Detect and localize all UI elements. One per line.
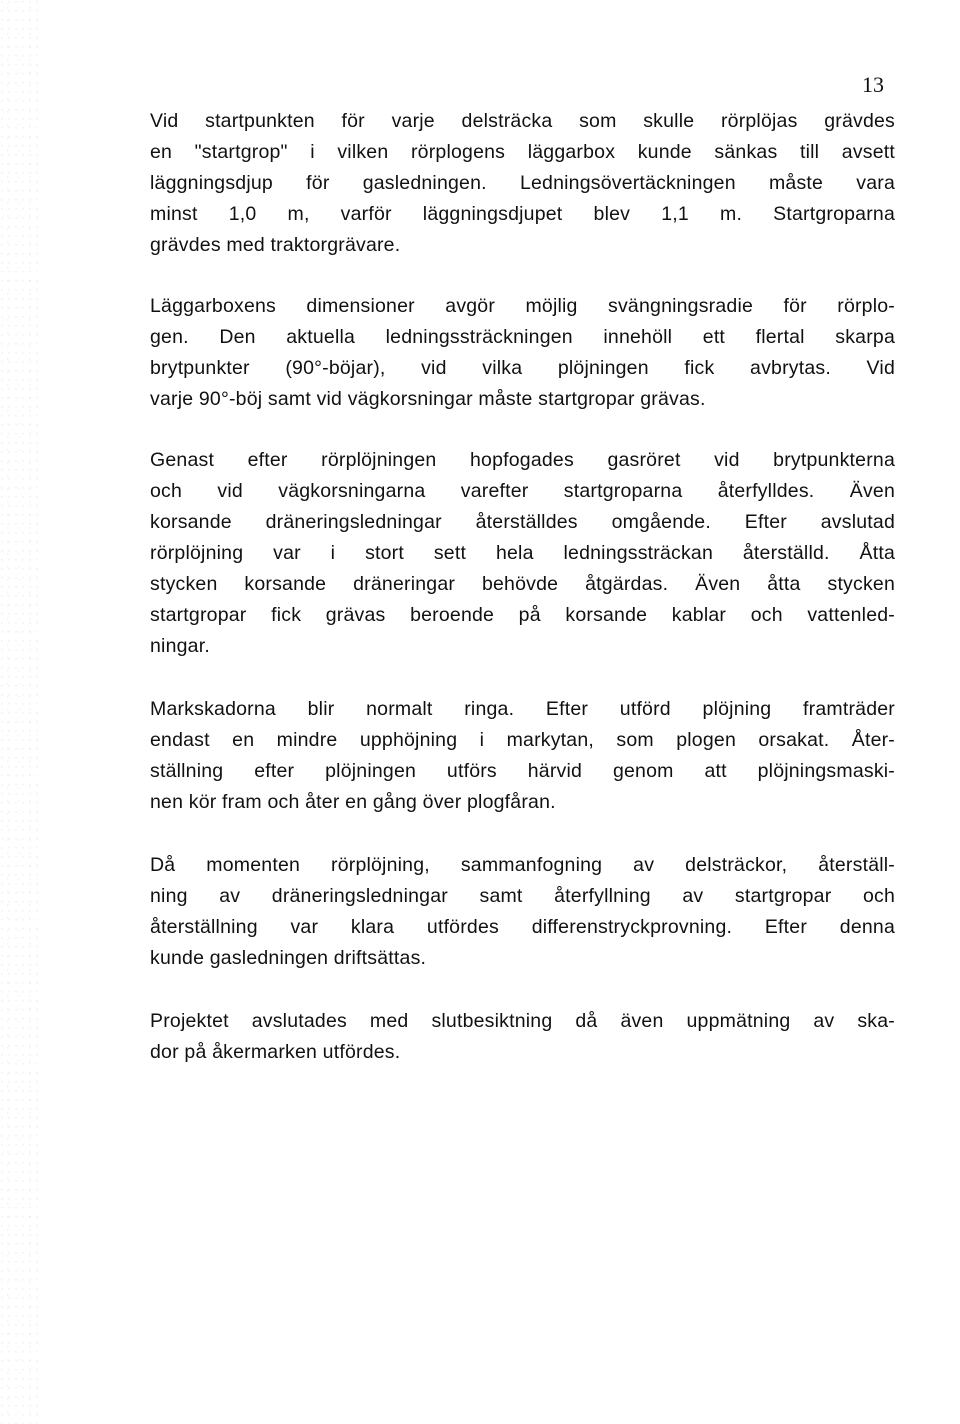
scan-edge-noise [0,0,40,1424]
text-line: Läggarboxens dimensioner avgör möjlig svängningsradie för rörplo- [150,295,895,317]
paragraph-slutbesiktning [150,1006,895,1068]
text-line: en "startgrop" i vilken rörplogens läggarbox kunde sänkas till avsett [150,141,895,163]
text-line: Vid startpunkten för varje delsträcka som skulle rörplöjas grävdes [150,110,895,132]
text-line: och vid vägkorsningarna varefter startgroparna återfylldes. Även [150,480,895,502]
text-line: ning av dräneringsledningar samt återfyllning av startgropar och [150,885,895,907]
paragraph-startgropar [150,106,895,261]
text-line: korsande dräneringsledningar återställdes omgående. Efter avslutad [150,511,895,533]
text-line: läggningsdjup för gasledningen. Ledningsövertäckningen måste vara [150,172,895,194]
text-line: endast en mindre upphöjning i markytan, som plogen orsakat. Åter- [150,729,895,751]
text-line: kunde gasledningen driftsättas. [150,947,427,969]
paragraph-markskador [150,694,895,818]
text-line: återställning var klara utfördes differenstryckprovning. Efter denna [150,916,895,938]
paragraph-provning [150,850,895,974]
text-line: Genast efter rörplöjningen hopfogades gasröret vid brytpunkterna [150,449,895,471]
paragraph-aterstallning [150,445,895,662]
paragraph-laggarbox [150,291,895,415]
text-line: rörplöjning var i stort sett hela ledningssträckan återställd. Åtta [150,542,895,564]
body-text [150,106,895,1068]
text-line: startgropar fick grävas beroende på korsande kablar och vattenled- [150,604,895,626]
text-line: dor på åkermarken utfördes. [150,1041,401,1063]
text-line: brytpunkter (90°-böjar), vid vilka plöjningen fick avbrytas. Vid [150,357,895,379]
text-line: grävdes med traktorgrävare. [150,234,401,256]
text-line: nen kör fram och åter en gång över plogfåran. [150,791,556,813]
text-line: ningar. [150,635,210,657]
text-line: varje 90°-böj samt vid vägkorsningar måste startgropar grävas. [150,388,706,410]
text-line: Projektet avslutades med slutbesiktning då även uppmätning av ska- [150,1010,895,1032]
text-line: stycken korsande dräneringar behövde åtgärdas. Även åtta stycken [150,573,895,595]
page-number: 13 [862,72,884,97]
text-line: Markskadorna blir normalt ringa. Efter utförd plöjning framträder [150,698,895,720]
text-line: minst 1,0 m, varför läggningsdjupet blev 1,1 m. Startgroparna [150,203,895,225]
text-line: Då momenten rörplöjning, sammanfogning av delsträckor, återställ- [150,854,895,876]
text-line: gen. Den aktuella ledningssträckningen innehöll ett flertal skarpa [150,326,895,348]
text-line: ställning efter plöjningen utförs härvid genom att plöjningsmaski- [150,760,895,782]
